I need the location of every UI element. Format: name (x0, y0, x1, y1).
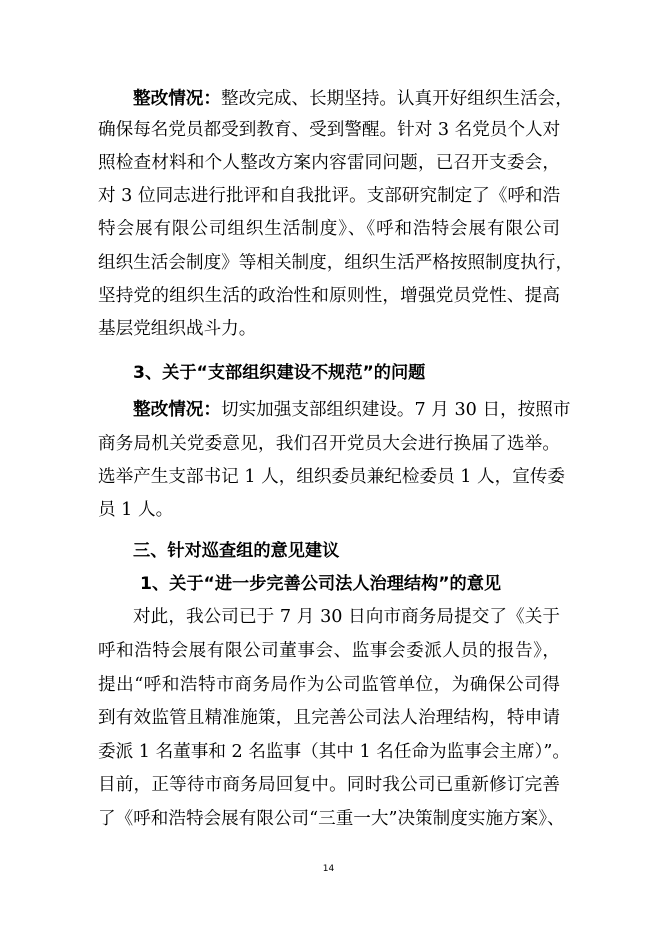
paragraph-text: 整改完成、长期坚持。认真开好组织生活会， (220, 89, 573, 109)
item-1-heading: 1、关于“进一步完善公司法人治理结构”的意见 (140, 574, 502, 594)
rectification-label: 整改情况： (133, 400, 221, 420)
paragraph-line: 呼和浩特会展有限公司董事会、监事会委派人员的报告》， (98, 641, 560, 661)
paragraph-line: 组织生活会制度》等相关制度，组织生活严格按照制度执行， (98, 253, 574, 273)
section-3-heading: 三、针对巡查组的意见建议 (133, 541, 340, 561)
page-number: 14 (322, 864, 335, 874)
paragraph-line: 员 1 人。 (98, 500, 174, 520)
paragraph-line: 基层党组织战斗力。 (98, 319, 257, 339)
paragraph-line (133, 395, 571, 425)
rectification-label: 整改情况： (133, 89, 221, 109)
paragraph-line: 对此，我公司已于 7 月 30 日向市商务局提交了《关于 (133, 607, 560, 627)
paragraph-line: 特会展有限公司组织生活制度》、《呼和浩特会展有限公司 (98, 219, 560, 239)
paragraph-line: 委派 1 名董事和 2 名监事（其中 1 名任命为监事会主席）”。 (98, 742, 570, 762)
paragraph-line: 选举产生支部书记 1 人，组织委员兼纪检委员 1 人，宣传委 (98, 467, 566, 487)
paragraph-line: 目前，正等待市商务局回复中。同时我公司已重新修订完善 (98, 775, 560, 795)
paragraph-line: 确保每名党员都受到教育、受到警醒。针对 3 名党员个人对 (98, 120, 561, 140)
paragraph-line: 了《呼和浩特会展有限公司“三重一大”决策制度实施方案》、 (98, 809, 565, 829)
paragraph-line: 坚持党的组织生活的政治性和原则性，增强党员党性、提高 (98, 286, 560, 306)
paragraph-line: 提出“呼和浩特市商务局作为公司监管单位，为确保公司得 (98, 675, 560, 695)
paragraph-line (133, 84, 573, 114)
paragraph-text: 切实加强支部组织建设。7 月 30 日，按照市 (220, 400, 571, 420)
paragraph-line: 照检查材料和个人整改方案内容雷同问题，已召开支委会， (98, 153, 560, 173)
paragraph-line: 对 3 位同志进行批评和自我批评。支部研究制定了《呼和浩 (98, 186, 561, 206)
paragraph-line: 到有效监管且精准施策，且完善公司法人治理结构，特申请 (98, 708, 560, 728)
paragraph-line: 商务局机关党委意见，我们召开党员大会进行换届了选举。 (98, 434, 560, 454)
item-3-heading: 3、关于“支部组织建设不规范”的问题 (133, 363, 426, 383)
